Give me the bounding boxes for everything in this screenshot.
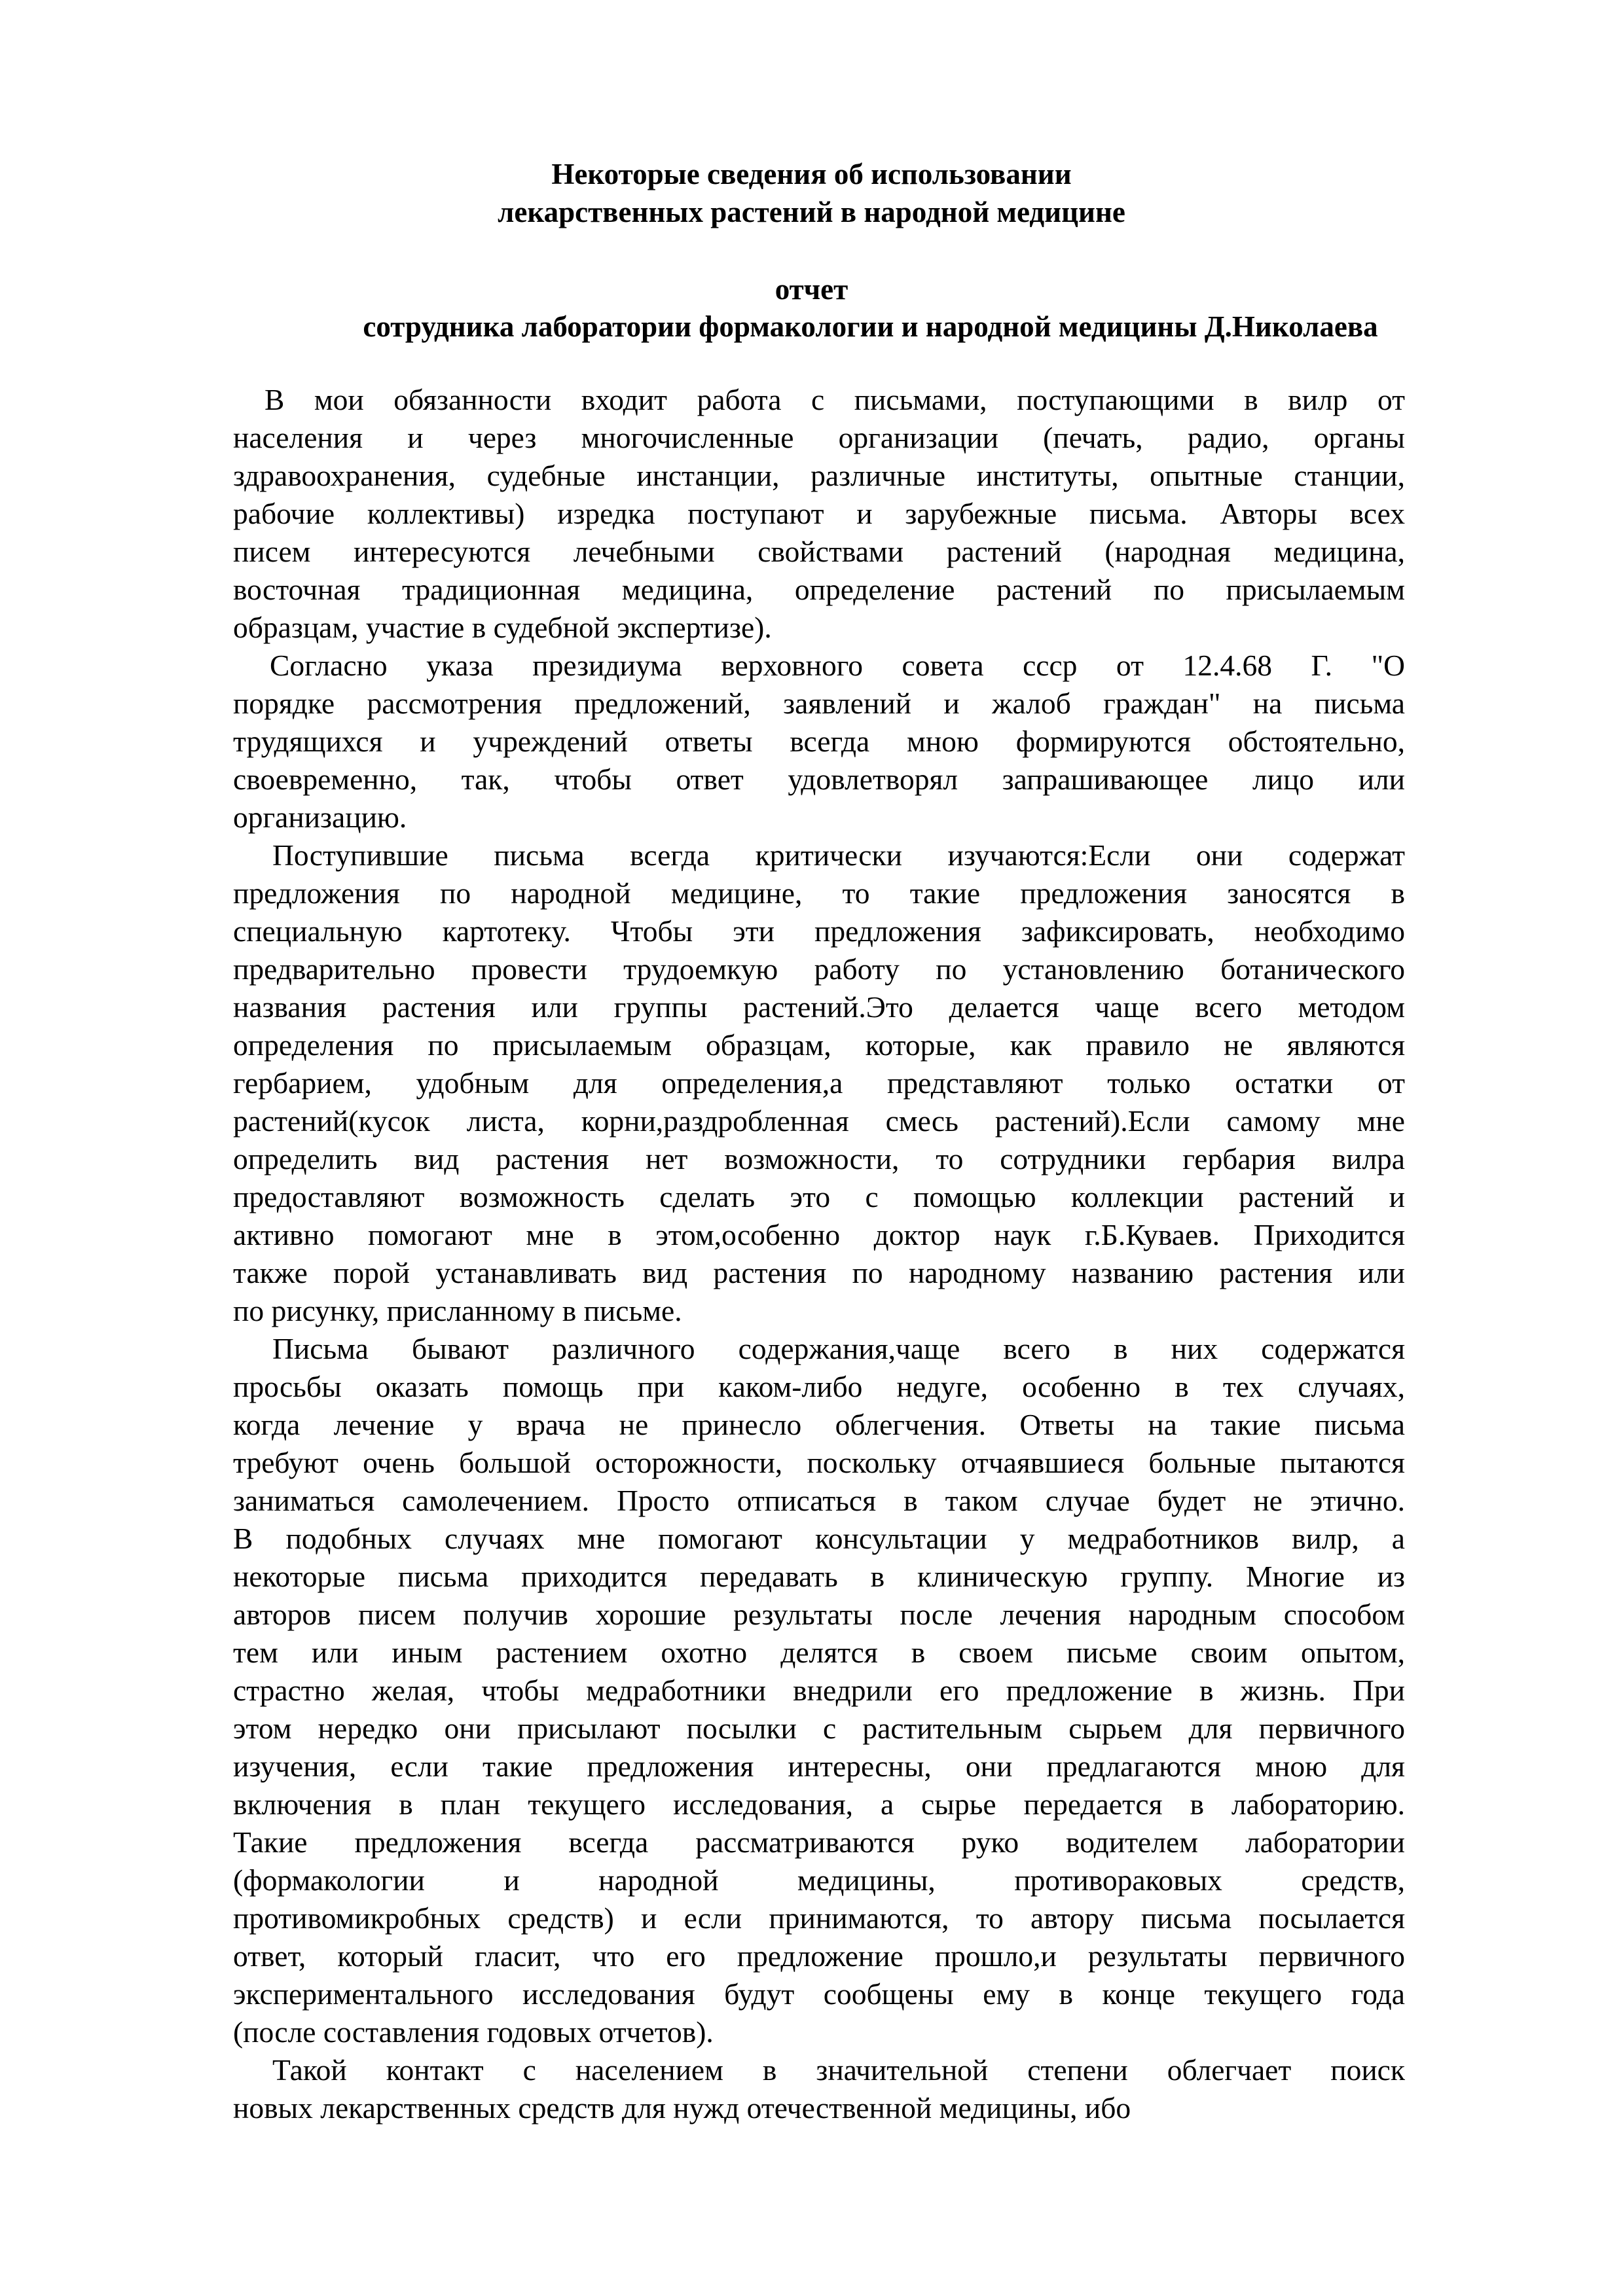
paragraph-line: Такие предложения всегда рассматриваются руко водителем лаборатории xyxy=(233,1825,1405,1859)
paragraph-line: предложения по народной медицине, то такие предложения заносятся в xyxy=(233,876,1405,910)
paragraph-line: просьбы оказать помощь при каком-либо недуге, особенно в тех случаях, xyxy=(233,1370,1405,1403)
paragraph-line: ответ, который гласит, что его предложение прошло,и результаты первичного xyxy=(233,1939,1405,1973)
paragraph-line: изучения, если такие предложения интересны, они предлагаются мною для xyxy=(233,1749,1405,1783)
paragraph-line: активно помогают мне в этом,особенно доктор наук г.Б.Куваев. Приходится xyxy=(233,1218,1405,1251)
paragraph-line: по рисунку, присланному в письме. xyxy=(233,1294,682,1327)
paragraph xyxy=(233,647,1405,836)
paragraph-line: (формакологии и народной медицины, противораковых средств, xyxy=(233,1863,1405,1897)
paragraph xyxy=(233,836,1405,1330)
paragraph-line: населения и через многочисленные организации (печать, радио, органы xyxy=(233,421,1405,454)
document-body xyxy=(233,381,1405,2127)
paragraph-line: Такой контакт с населением в значительной степени облегчает поиск xyxy=(272,2053,1405,2087)
paragraph-line: определить вид растения нет возможности, то сотрудники гербария вилра xyxy=(233,1142,1405,1175)
paragraph xyxy=(233,1330,1405,2051)
paragraph-line: названия растения или группы растений.Это делается чаще всего методом xyxy=(233,990,1405,1024)
document-title-line-1: Некоторые сведения об использовании xyxy=(551,158,1072,190)
paragraph-line: когда лечение у врача не принесло облегчения. Ответы на такие письма xyxy=(233,1408,1405,1441)
paragraph-line: авторов писем получив хорошие результаты после лечения народным способом xyxy=(233,1598,1405,1631)
paragraph-line: своевременно, так, чтобы ответ удовлетворял запрашивающее лицо или xyxy=(233,762,1405,796)
paragraph-line: страстно желая, чтобы медработники внедрили его предложение в жизнь. При xyxy=(233,1674,1405,1707)
paragraph xyxy=(233,381,1405,647)
paragraph-line: писем интересуются лечебными свойствами растений (народная медицина, xyxy=(233,535,1405,568)
paragraph-line: гербарием, удобным для определения,а представляют только остатки от xyxy=(233,1066,1405,1100)
paragraph-line: требуют очень большой осторожности, поскольку отчаявшиеся больные пытаются xyxy=(233,1446,1405,1479)
document-title-line-2: лекарственных растений в народной медицине xyxy=(498,196,1125,228)
paragraph-line: образцам, участие в судебной экспертизе). xyxy=(233,611,772,644)
paragraph-line: включения в план текущего исследования, а сырье передается в лабораторию. xyxy=(233,1787,1405,1821)
paragraph-line: экспериментального исследования будут сообщены ему в конце текущего года xyxy=(233,1977,1405,2011)
report-label: отчет xyxy=(775,273,848,306)
paragraph-line: также порой устанавливать вид растения по народному названию растения или xyxy=(233,1256,1405,1289)
paragraph-line: Поступившие письма всегда критически изучаются:Если они содержат xyxy=(272,838,1405,872)
paragraph-line: специальную картотеку. Чтобы эти предложения зафиксировать, необходимо xyxy=(233,914,1405,948)
paragraph-line: определения по присылаемым образцам, которые, как правило не являются xyxy=(233,1028,1405,1062)
paragraph-line: трудящихся и учреждений ответы всегда мною формируются обстоятельно, xyxy=(233,725,1405,758)
paragraph-line: этом нередко они присылают посылки с растительным сырьем для первичного xyxy=(233,1712,1405,1745)
paragraph-line: В подобных случаях мне помогают консультации у медработников вилр, а xyxy=(233,1522,1405,1555)
paragraph-line: предоставляют возможность сделать это с помощью коллекции растений и xyxy=(233,1180,1405,1213)
report-author: сотрудника лаборатории формакологии и народной медицины Д.Николаева xyxy=(363,310,1378,343)
paragraph-line: некоторые письма приходится передавать в клиническую группу. Многие из xyxy=(233,1560,1405,1593)
paragraph-line: противомикробных средств) и если принимаются, то автору письма посылается xyxy=(233,1901,1405,1935)
paragraph-line: (после составления годовых отчетов). xyxy=(233,2015,714,2049)
paragraph-line: растений(кусок листа, корни,раздробленная смесь растений).Если самому мне xyxy=(233,1104,1405,1138)
paragraph-line: здравоохранения, судебные инстанции, различные институты, опытные станции, xyxy=(233,459,1405,492)
paragraph-line: организацию. xyxy=(233,800,407,834)
paragraph-line: тем или иным растением охотно делятся в своем письме своим опытом, xyxy=(233,1636,1405,1669)
paragraph-line: новых лекарственных средств для нужд отечественной медицины, ибо xyxy=(233,2091,1131,2125)
paragraph-line: восточная традиционная медицина, определение растений по присылаемым xyxy=(233,573,1405,606)
paragraph-line: Письма бывают различного содержания,чаще всего в них содержатся xyxy=(272,1332,1405,1365)
paragraph-line: Согласно указа президиума верховного совета ссср от 12.4.68 Г. "О xyxy=(270,649,1405,682)
paragraph-line: рабочие коллективы) изредка поступают и зарубежные письма. Авторы всех xyxy=(233,497,1405,530)
paragraph-line: заниматься самолечением. Просто отписаться в таком случае будет не этично. xyxy=(233,1484,1405,1517)
paragraph-line: порядке рассмотрения предложений, заявлений и жалоб граждан" на письма xyxy=(233,687,1405,720)
paragraph-line: В мои обязанности входит работа с письмами, поступающими в вилр от xyxy=(264,383,1405,416)
paragraph xyxy=(233,2051,1405,2127)
paragraph-line: предварительно провести трудоемкую работу по установлению ботанического xyxy=(233,952,1405,986)
